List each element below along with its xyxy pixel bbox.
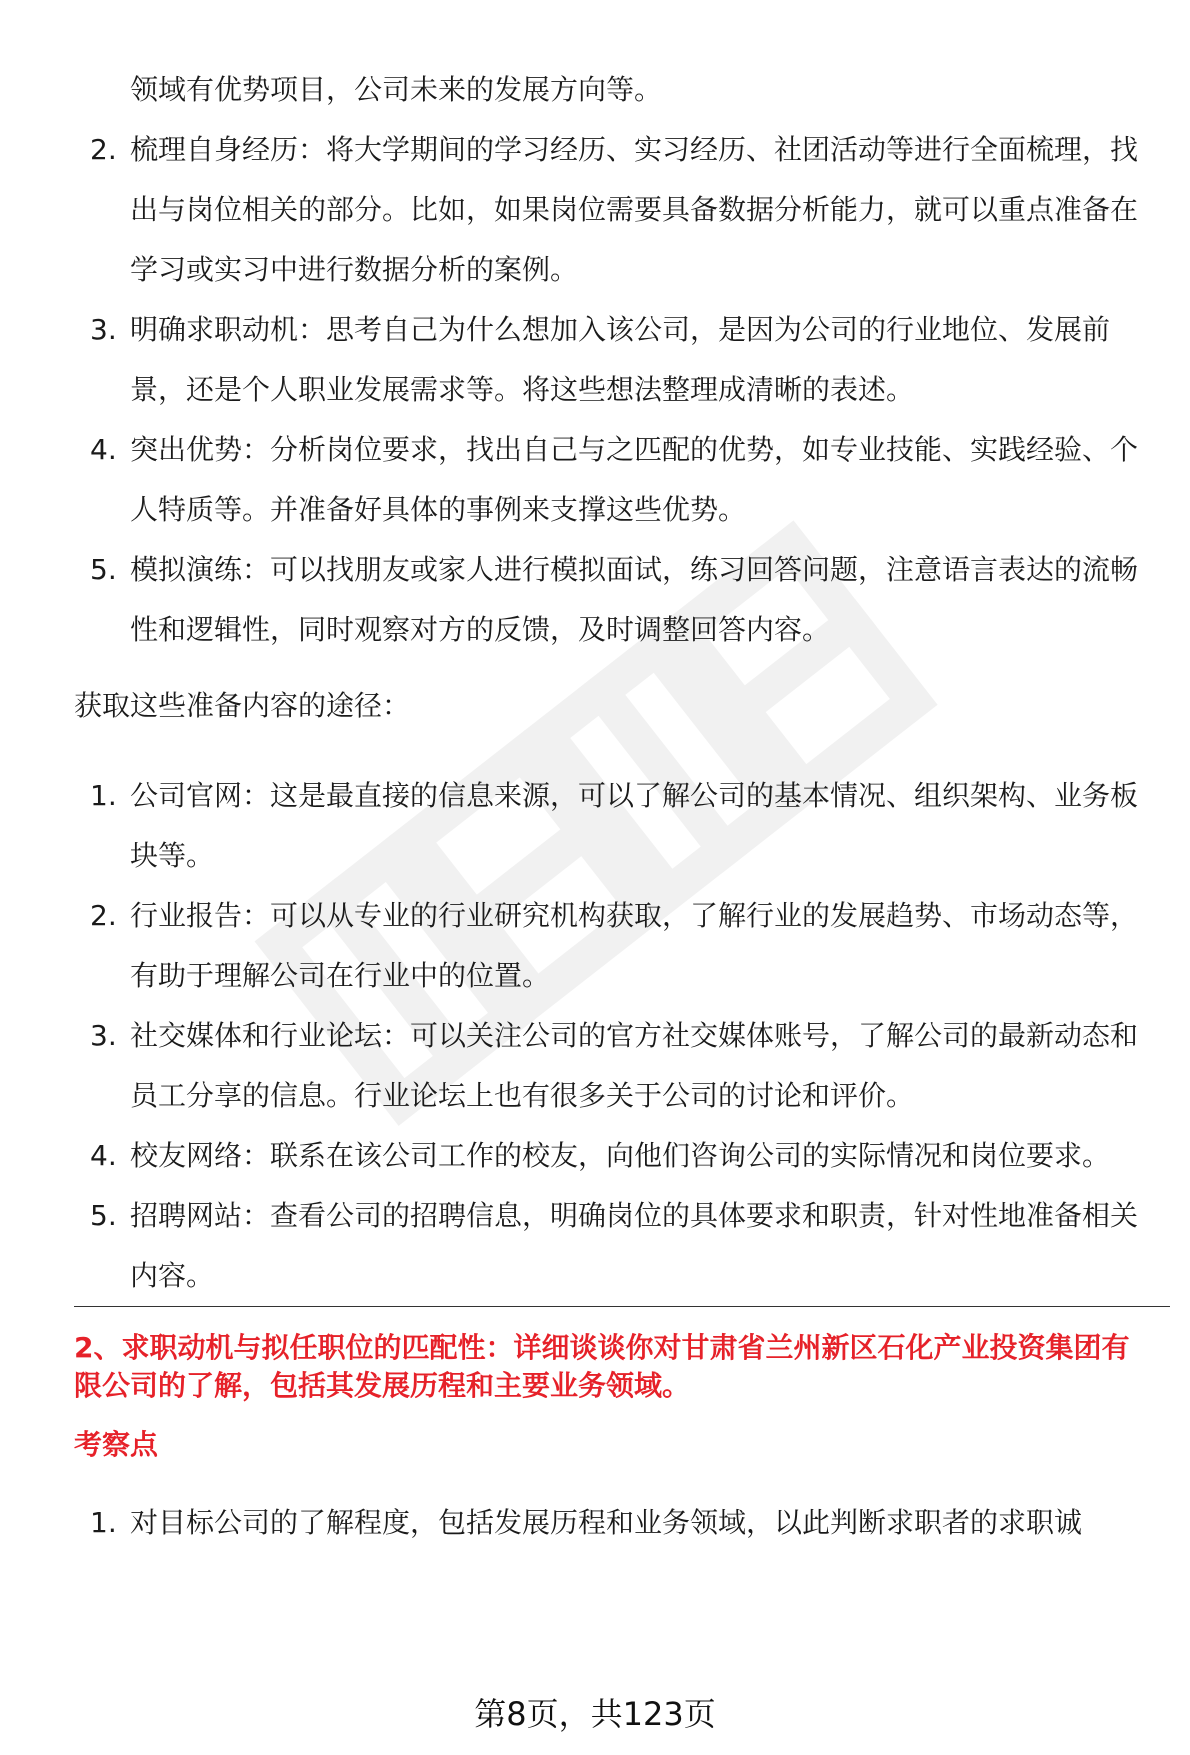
list-item — [74, 300, 1154, 420]
exam-point-list — [74, 1493, 1154, 1553]
document-content — [74, 60, 1154, 1553]
list-number: 1. — [90, 1506, 117, 1539]
list-text: 明确求职动机：思考自己为什么想加入该公司，是因为公司的行业地位、发展前景，还是个人职业发展需求等。将这些想法整理成清晰的表述。 — [130, 313, 1111, 406]
sources-list — [74, 766, 1154, 1306]
list-number: 1. — [90, 779, 117, 812]
list-number: 5. — [90, 1199, 117, 1232]
list-number: 5. — [90, 553, 117, 586]
list-item — [74, 1493, 1154, 1553]
list-text: 行业报告：可以从专业的行业研究机构获取，了解行业的发展趋势、市场动态等，有助于理解公司在行业中的位置。 — [130, 899, 1139, 992]
list-number: 3. — [90, 1019, 117, 1052]
list-text: 公司官网：这是最直接的信息来源，可以了解公司的基本情况、组织架构、业务板块等。 — [130, 779, 1139, 872]
exam-point-heading: 考察点 — [74, 1428, 159, 1461]
continued-paragraph: 领域有优势项目，公司未来的发展方向等。 — [130, 73, 663, 106]
list-item — [74, 420, 1154, 540]
list-number: 4. — [90, 433, 117, 466]
list-item — [74, 1006, 1154, 1126]
list-item — [74, 1186, 1154, 1306]
sources-intro: 获取这些准备内容的途径： — [74, 689, 411, 722]
preparation-list — [74, 120, 1154, 660]
list-text: 梳理自身经历：将大学期间的学习经历、实习经历、社团活动等进行全面梳理，找出与岗位相关的部分。比如，如果岗位需要具备数据分析能力，就可以重点准备在学习或实习中进行数据分析的案例。 — [130, 133, 1139, 286]
page-footer: 第8页，共123页 — [474, 1695, 716, 1733]
list-text: 招聘网站：查看公司的招聘信息，明确岗位的具体要求和职责，针对性地准备相关内容。 — [130, 1199, 1139, 1292]
list-item — [74, 886, 1154, 1006]
list-text: 对目标公司的了解程度，包括发展历程和业务领域，以此判断求职者的求职诚 — [130, 1506, 1083, 1539]
list-item — [74, 1126, 1154, 1186]
section-divider — [74, 1306, 1170, 1307]
list-item — [74, 120, 1154, 300]
list-number: 2. — [90, 899, 117, 932]
list-item — [74, 766, 1154, 886]
list-text: 突出优势：分析岗位要求，找出自己与之匹配的优势，如专业技能、实践经验、个人特质等。并准备好具体的事例来支撑这些优势。 — [130, 433, 1139, 526]
list-item — [74, 540, 1154, 660]
list-number: 2. — [90, 133, 117, 166]
list-text: 社交媒体和行业论坛：可以关注公司的官方社交媒体账号，了解公司的最新动态和员工分享的信息。行业论坛上也有很多关于公司的讨论和评价。 — [130, 1019, 1139, 1112]
interview-question: 2、求职动机与拟任职位的匹配性：详细谈谈你对甘肃省兰州新区石化产业投资集团有限公司的了解，包括其发展历程和主要业务领域。 — [74, 1331, 1130, 1402]
list-text: 模拟演练：可以找朋友或家人进行模拟面试，练习回答问题，注意语言表达的流畅性和逻辑性，同时观察对方的反馈，及时调整回答内容。 — [130, 553, 1139, 646]
list-text: 校友网络：联系在该公司工作的校友，向他们咨询公司的实际情况和岗位要求。 — [130, 1139, 1111, 1172]
list-number: 4. — [90, 1139, 117, 1172]
list-number: 3. — [90, 313, 117, 346]
